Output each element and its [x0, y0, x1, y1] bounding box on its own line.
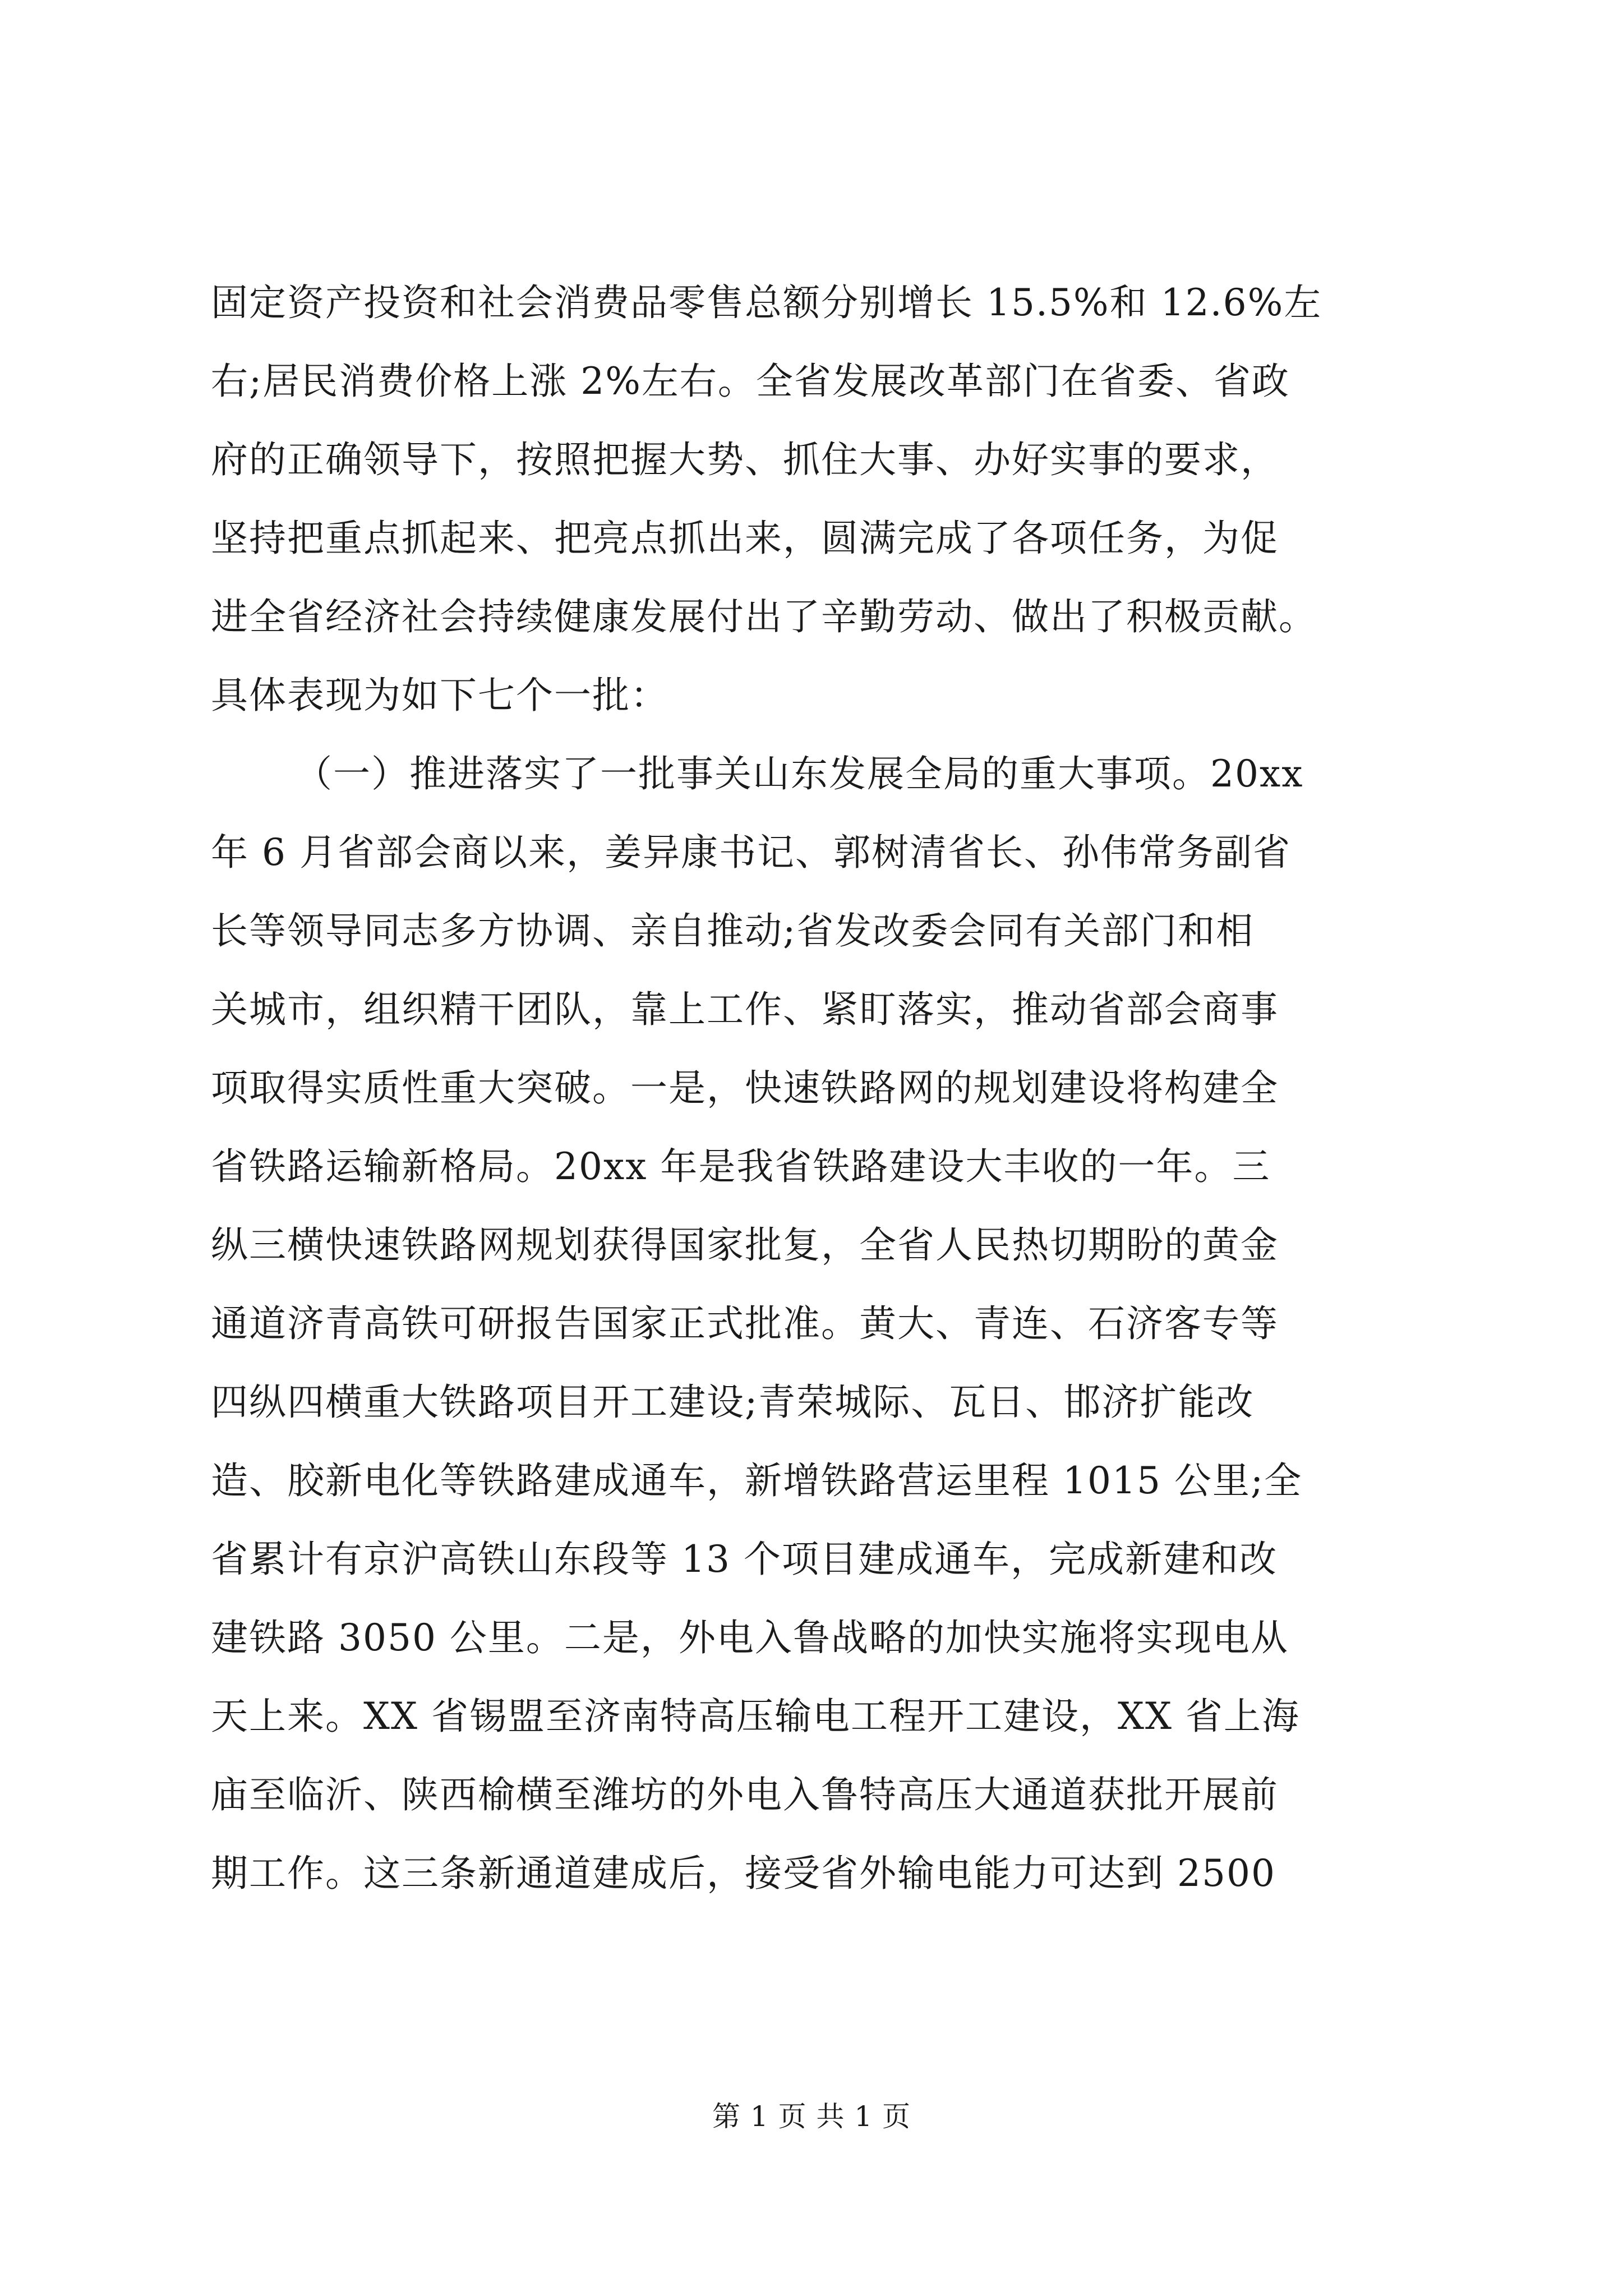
section-heading-line: （一）推进落实了一批事关山东发展全局的重大事项。20xx: [295, 752, 1304, 795]
text-line: 庙至临沂、陕西榆横至潍坊的外电入鲁特高压大通道获批开展前: [211, 1773, 1279, 1816]
text-line: 府的正确领导下，按照把握大势、抓住大事、办好实事的要求，: [211, 438, 1279, 481]
text-line: 建铁路 3050 公里。二是，外电入鲁战略的加快实施将实现电从: [211, 1616, 1289, 1659]
text-line: 关城市，组织精干团队，靠上工作、紧盯落实，推动省部会商事: [211, 988, 1279, 1031]
body-text: [211, 264, 1411, 1913]
text-line: 四纵四横重大铁路项目开工建设;青荣城际、瓦日、邯济扩能改: [211, 1381, 1255, 1424]
page-footer: 第 1 页 共 1 页: [712, 2100, 911, 2133]
text-line: 进全省经济社会持续健康发展付出了辛勤劳动、做出了积极贡献。: [211, 595, 1317, 638]
text-line: 项取得实质性重大突破。一是，快速铁路网的规划建设将构建全: [211, 1066, 1279, 1110]
text-line: 坚持把重点抓起来、把亮点抓出来，圆满完成了各项任务，为促: [211, 517, 1279, 560]
text-line: 右;居民消费价格上涨 2%左右。全省发展改革部门在省委、省政: [211, 360, 1290, 403]
text-line: 通道济青高铁可研报告国家正式批准。黄大、青连、石济客专等: [211, 1302, 1279, 1345]
text-line: 造、胶新电化等铁路建成通车，新增铁路营运里程 1015 公里;全: [211, 1459, 1303, 1502]
text-line: 年 6 月省部会商以来，姜异康书记、郭树清省长、孙伟常务副省: [211, 831, 1291, 874]
text-line: 省铁路运输新格局。20xx 年是我省铁路建设大丰收的一年。三: [211, 1145, 1271, 1188]
text-line: 长等领导同志多方协调、亲自推动;省发改委会同有关部门和相: [211, 909, 1255, 953]
text-line: 天上来。XX 省锡盟至济南特高压输电工程开工建设，XX 省上海: [211, 1695, 1300, 1738]
text-line: 期工作。这三条新通道建成后，接受省外输电能力可达到 2500: [211, 1852, 1276, 1895]
text-line: 纵三横快速铁路网规划获得国家批复，全省人民热切期盼的黄金: [211, 1223, 1279, 1267]
text-line: 固定资产投资和社会消费品零售总额分别增长 15.5%和 12.6%左: [211, 281, 1322, 324]
text-line: 具体表现为如下七个一批：: [211, 674, 668, 717]
text-line: 省累计有京沪高铁山东段等 13 个项目建成通车，完成新建和改: [211, 1538, 1278, 1581]
